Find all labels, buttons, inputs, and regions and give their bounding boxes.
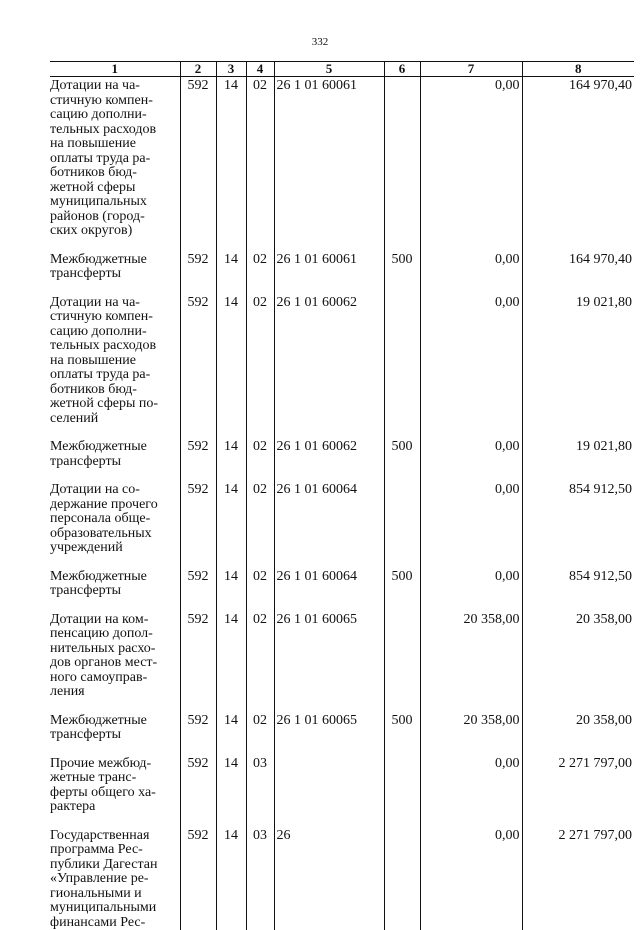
header-cell: 5 [274,62,384,77]
table-row [50,253,634,296]
row-admin-code-cell: 592 [180,757,216,829]
page-number: 332 [0,36,640,48]
row-name-cell: Государственная программа Рес- публики Дагестан «Управление ре- гиональными и муниципальными финансами Рес- [50,829,180,930]
row-section-cell: 14 [216,714,246,757]
row-admin-code-cell: 592 [180,483,216,570]
table-row [50,714,634,757]
row-amount-change-cell: 0,00 [420,570,522,613]
row-amount-change-cell: 0,00 [420,483,522,570]
row-expense-type-cell [384,296,420,441]
row-admin-code-cell: 592 [180,714,216,757]
row-subsection-cell: 03 [246,829,274,930]
header-cell: 4 [246,62,274,77]
header-cell: 2 [180,62,216,77]
row-subsection-cell: 02 [246,440,274,483]
row-amount-total-cell: 20 358,00 [522,714,634,757]
row-subsection-cell: 02 [246,714,274,757]
row-amount-change-cell: 0,00 [420,296,522,441]
row-target-article-cell [274,757,384,829]
budget-table [50,61,634,930]
row-amount-total-cell: 19 021,80 [522,296,634,441]
row-target-article-cell: 26 1 01 60064 [274,483,384,570]
header-cell: 7 [420,62,522,77]
row-target-article-cell: 26 1 01 60062 [274,440,384,483]
row-expense-type-cell [384,483,420,570]
header-cell: 8 [522,62,634,77]
row-subsection-cell: 03 [246,757,274,829]
row-amount-change-cell: 0,00 [420,829,522,930]
row-name-cell: Дотации на ча- стичную компен- сацию дополни- тельных расходов на повышение оплаты труда ра- ботников бюд- жетной сферы муниципальных районов (город- ских округов) [50,77,180,253]
table-row [50,483,634,570]
row-admin-code-cell: 592 [180,77,216,253]
row-section-cell: 14 [216,253,246,296]
table-row [50,829,634,930]
row-target-article-cell: 26 [274,829,384,930]
row-amount-change-cell: 20 358,00 [420,613,522,714]
row-expense-type-cell: 500 [384,253,420,296]
row-subsection-cell: 02 [246,296,274,441]
row-name-cell: Дотации на ча- стичную компен- сацию дополни- тельных расходов на повышение оплаты труда ра- ботников бюд- жетной сферы по- селений [50,296,180,441]
row-admin-code-cell: 592 [180,253,216,296]
row-admin-code-cell: 592 [180,613,216,714]
table-row [50,296,634,441]
row-admin-code-cell: 592 [180,829,216,930]
header-cell: 3 [216,62,246,77]
row-section-cell: 14 [216,757,246,829]
row-subsection-cell: 02 [246,613,274,714]
row-amount-total-cell: 2 271 797,00 [522,757,634,829]
row-expense-type-cell [384,829,420,930]
header-cell: 6 [384,62,420,77]
row-amount-change-cell: 0,00 [420,757,522,829]
row-amount-change-cell: 0,00 [420,253,522,296]
row-name-cell: Межбюджетные трансферты [50,440,180,483]
table-row [50,757,634,829]
row-section-cell: 14 [216,829,246,930]
row-amount-change-cell: 20 358,00 [420,714,522,757]
row-name-cell: Межбюджетные трансферты [50,714,180,757]
row-section-cell: 14 [216,613,246,714]
row-expense-type-cell: 500 [384,714,420,757]
row-section-cell: 14 [216,77,246,253]
row-amount-total-cell: 19 021,80 [522,440,634,483]
row-subsection-cell: 02 [246,253,274,296]
row-expense-type-cell: 500 [384,440,420,483]
row-amount-total-cell: 854 912,50 [522,483,634,570]
row-name-cell: Дотации на ком- пенсацию допол- нительных расхо- дов органов мест- ного самоуправ- ления [50,613,180,714]
row-name-cell: Межбюджетные трансферты [50,570,180,613]
row-amount-change-cell: 0,00 [420,77,522,253]
row-section-cell: 14 [216,296,246,441]
row-name-cell: Прочие межбюд- жетные транс- ферты общего ха- рактера [50,757,180,829]
row-target-article-cell: 26 1 01 60064 [274,570,384,613]
row-amount-total-cell: 854 912,50 [522,570,634,613]
row-admin-code-cell: 592 [180,296,216,441]
row-expense-type-cell [384,757,420,829]
row-name-cell: Дотации на со- держание прочего персонала обще- образовательных учреждений [50,483,180,570]
row-section-cell: 14 [216,483,246,570]
row-subsection-cell: 02 [246,77,274,253]
row-amount-total-cell: 164 970,40 [522,253,634,296]
row-target-article-cell: 26 1 01 60061 [274,253,384,296]
table-row [50,77,634,253]
row-expense-type-cell [384,77,420,253]
row-target-article-cell: 26 1 01 60065 [274,714,384,757]
table-header-row [50,62,634,77]
table-row [50,440,634,483]
row-amount-change-cell: 0,00 [420,440,522,483]
row-subsection-cell: 02 [246,483,274,570]
row-admin-code-cell: 592 [180,570,216,613]
row-subsection-cell: 02 [246,570,274,613]
row-section-cell: 14 [216,570,246,613]
row-expense-type-cell: 500 [384,570,420,613]
table-row [50,570,634,613]
row-section-cell: 14 [216,440,246,483]
table-row [50,613,634,714]
row-amount-total-cell: 164 970,40 [522,77,634,253]
row-target-article-cell: 26 1 01 60061 [274,77,384,253]
row-amount-total-cell: 20 358,00 [522,613,634,714]
header-cell: 1 [50,62,180,77]
row-target-article-cell: 26 1 01 60065 [274,613,384,714]
table-body [50,77,634,930]
row-target-article-cell: 26 1 01 60062 [274,296,384,441]
row-amount-total-cell: 2 271 797,00 [522,829,634,930]
row-admin-code-cell: 592 [180,440,216,483]
row-expense-type-cell [384,613,420,714]
row-name-cell: Межбюджетные трансферты [50,253,180,296]
